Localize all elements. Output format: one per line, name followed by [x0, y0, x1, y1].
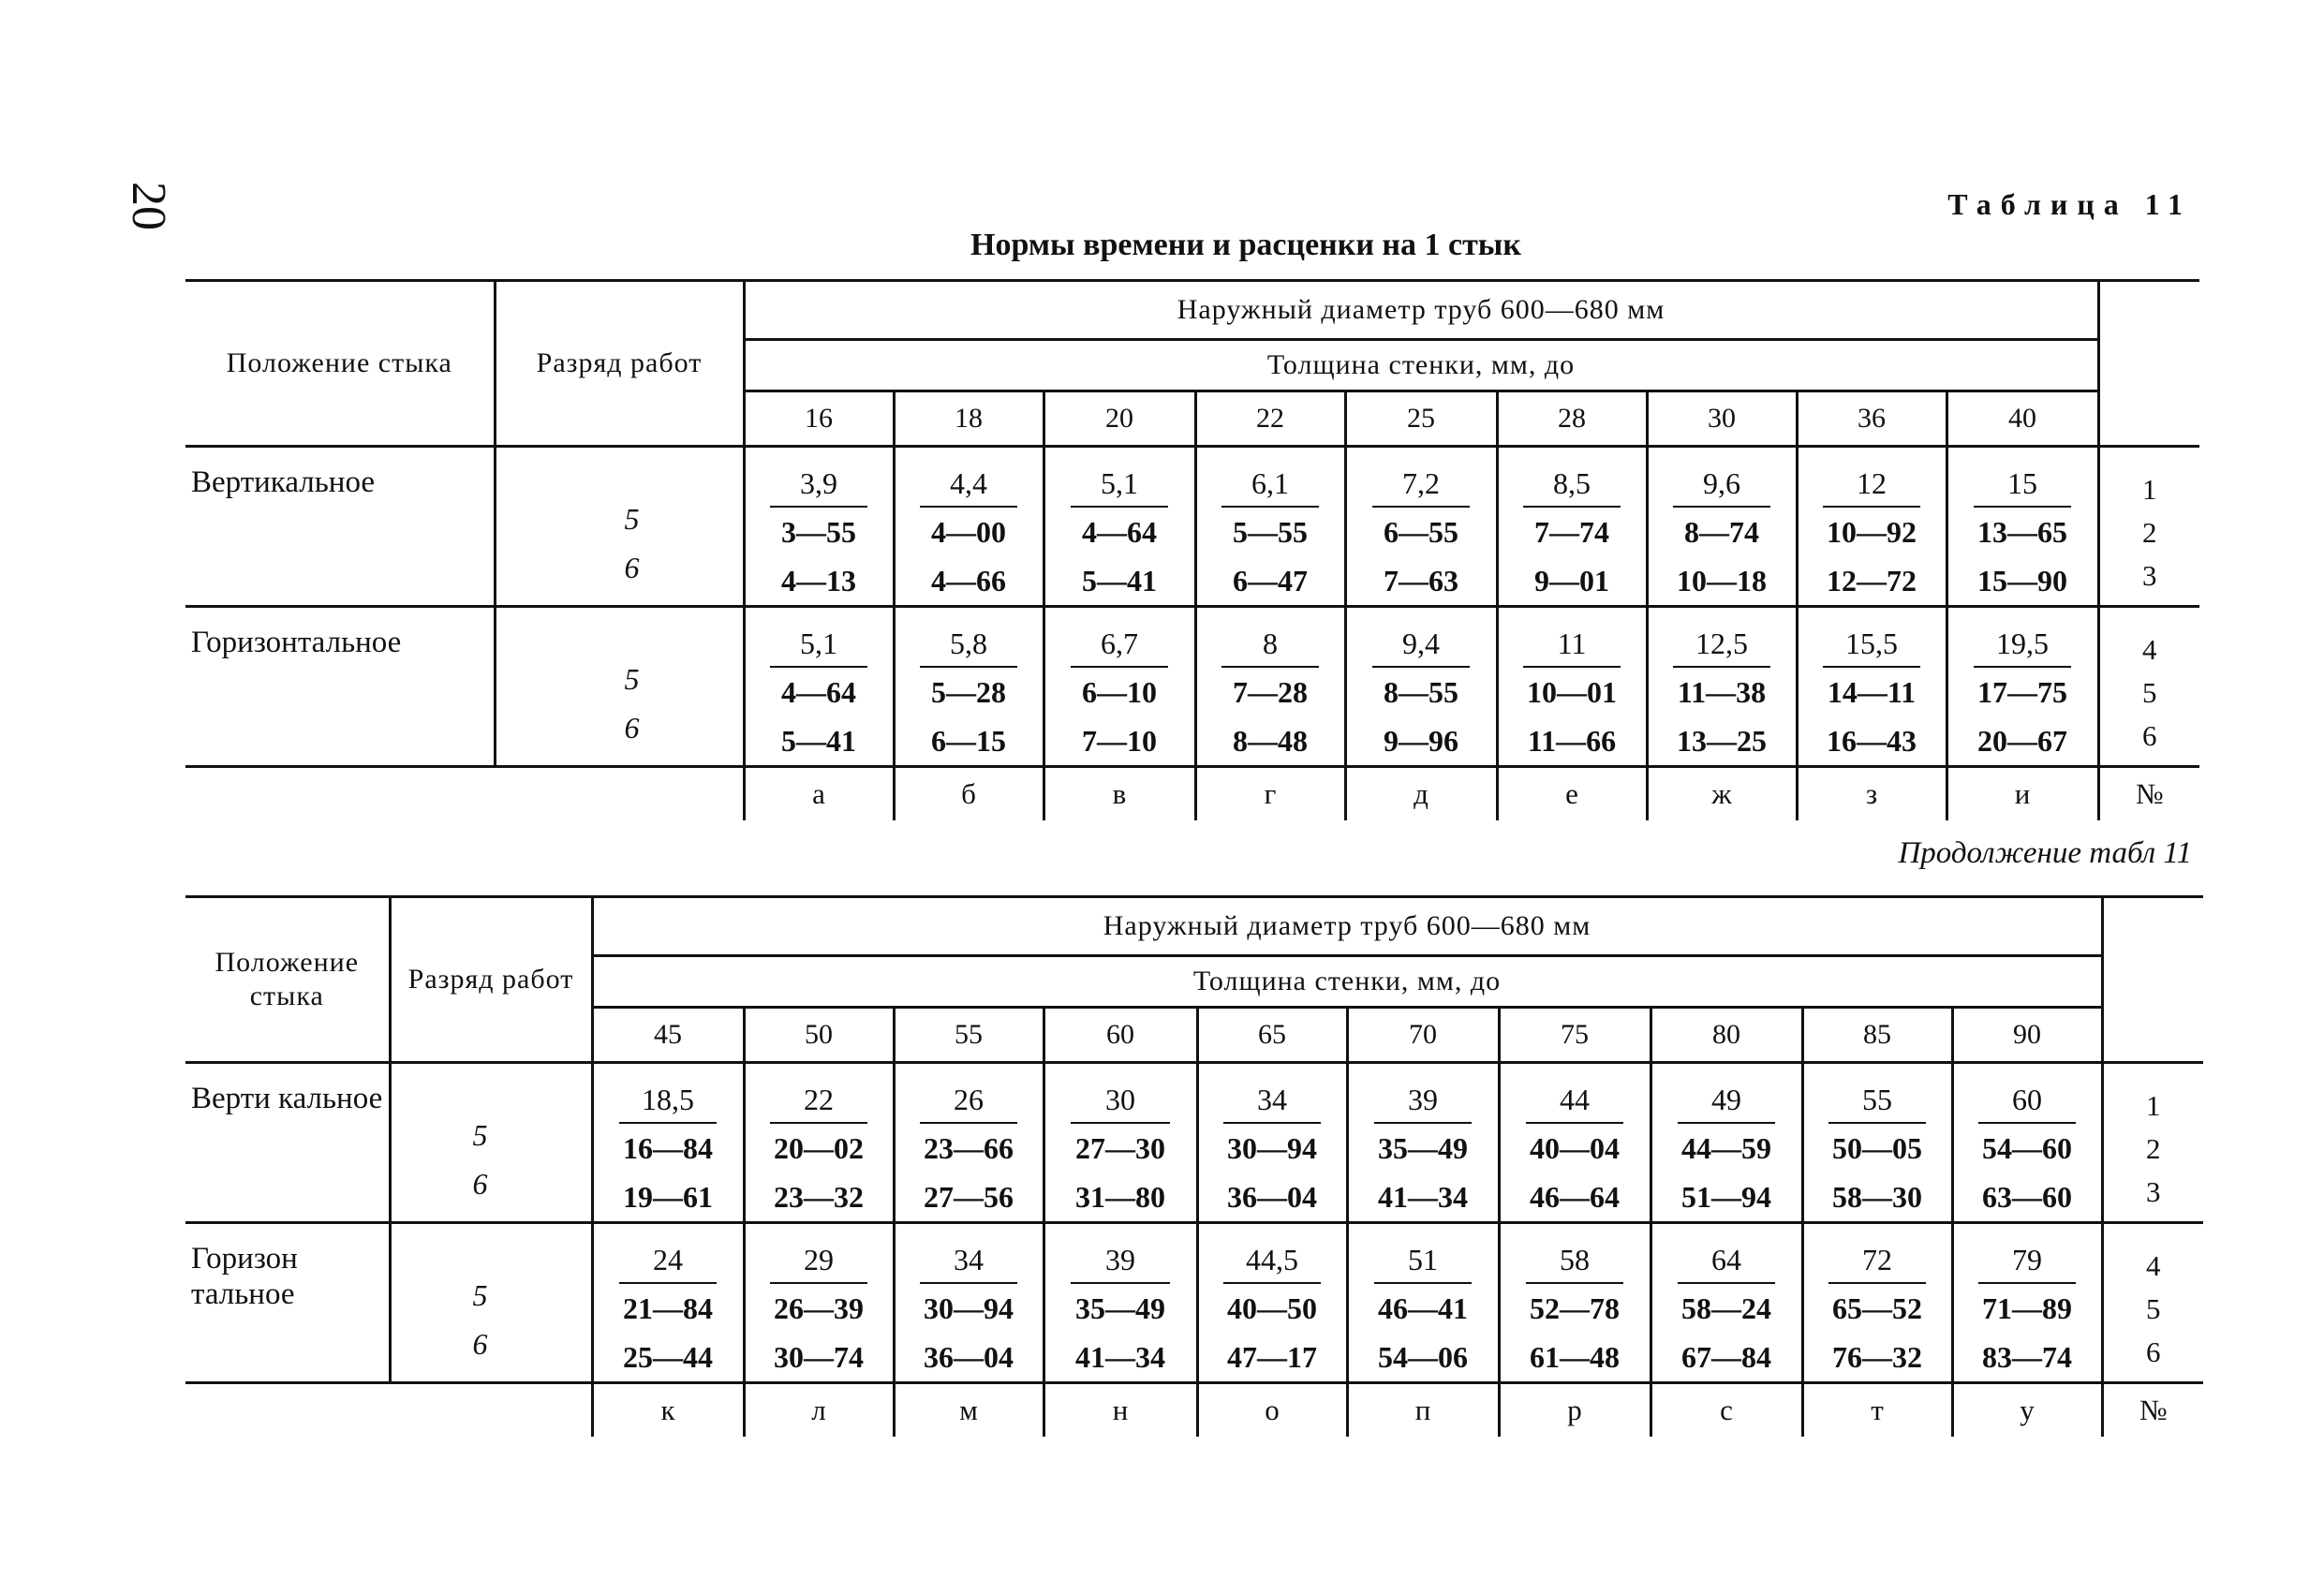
thickness-header-cell: 30	[1647, 391, 1797, 447]
norm-rate-cell	[1650, 1223, 1802, 1383]
table-title: Нормы времени и расценки на 1 стык	[970, 228, 1521, 262]
time-norm-value: 49	[1678, 1077, 1776, 1124]
column-letter: а	[744, 767, 894, 821]
norm-rate-cell	[592, 1223, 744, 1383]
row-number-header: №	[2102, 1383, 2203, 1438]
rate-grade-5-value: 6—55	[1384, 515, 1458, 549]
rate-grade-5-value: 26—39	[774, 1291, 864, 1325]
row-number: 3	[2146, 1175, 2161, 1208]
rate-grade-5-value: 71—89	[1982, 1291, 2072, 1325]
rate-grade-5-value: 4—64	[1082, 515, 1157, 549]
grade-value: 6	[624, 711, 640, 745]
rate-grade-5-value: 8—74	[1684, 515, 1759, 549]
rate-grade-5-value: 21—84	[623, 1291, 713, 1325]
thickness-header-cell: 65	[1197, 1008, 1347, 1063]
letters-spacer	[495, 767, 744, 821]
grade-header: Разряд работ	[390, 897, 592, 1063]
row-number-cell	[2102, 1223, 2203, 1383]
norm-rate-cell	[1497, 447, 1647, 607]
rate-grade-5-value: 17—75	[1977, 675, 2067, 709]
thickness-header-cell: 25	[1345, 391, 1497, 447]
rate-grade-6-value: 58—30	[1832, 1180, 1922, 1214]
rate-grade-5-value: 40—50	[1227, 1291, 1317, 1325]
norm-rate-cell	[1797, 447, 1947, 607]
norm-rate-cell	[744, 1063, 894, 1223]
rate-grade-6-value: 63—60	[1982, 1180, 2072, 1214]
row-number-cell	[2102, 1063, 2203, 1223]
rate-grade-5-value: 13—65	[1977, 515, 2067, 549]
time-norm-value: 39	[1374, 1077, 1473, 1124]
position-header: Положение стыка	[185, 281, 495, 447]
rate-grade-6-value: 19—61	[623, 1180, 713, 1214]
column-letter: г	[1195, 767, 1345, 821]
rate-grade-6-value: 20—67	[1977, 724, 2067, 758]
column-letter: р	[1499, 1383, 1650, 1438]
rate-grade-5-value: 30—94	[924, 1291, 1014, 1325]
norm-rate-cell	[894, 607, 1044, 767]
row-number: 1	[2142, 473, 2157, 506]
norm-rate-cell	[1499, 1063, 1650, 1223]
time-norm-value: 11	[1523, 621, 1621, 668]
rate-grade-5-value: 5—55	[1233, 515, 1308, 549]
rate-grade-5-value: 6—10	[1082, 675, 1157, 709]
rate-grade-6-value: 6—15	[931, 724, 1006, 758]
grade-value: 5	[624, 662, 640, 696]
rate-grade-6-value: 27—56	[924, 1180, 1014, 1214]
row-number-header-spacer	[2102, 897, 2203, 1063]
thickness-header-cell: 80	[1650, 1008, 1802, 1063]
column-letter: д	[1345, 767, 1497, 821]
rate-grade-6-value: 51—94	[1681, 1180, 1771, 1214]
time-norm-value: 8	[1221, 621, 1319, 668]
time-norm-value: 79	[1978, 1237, 2076, 1284]
rate-grade-5-value: 10—92	[1827, 515, 1917, 549]
rate-grade-6-value: 83—74	[1982, 1340, 2072, 1374]
norm-rate-cell	[1802, 1223, 1952, 1383]
position-cell: Вертикальное	[185, 447, 495, 607]
row-number: 5	[2146, 1292, 2161, 1325]
norm-rate-cell	[744, 607, 894, 767]
norm-rate-cell	[894, 1223, 1044, 1383]
row-number-cell	[2098, 607, 2199, 767]
continuation-label: Продолжение табл 11	[1898, 836, 2192, 870]
rate-grade-6-value: 61—48	[1530, 1340, 1620, 1374]
rate-grade-5-value: 14—11	[1827, 675, 1917, 709]
rate-grade-6-value: 7—63	[1384, 564, 1458, 597]
rate-grade-6-value: 47—17	[1227, 1340, 1317, 1374]
page-number: 20	[122, 182, 175, 230]
rate-grade-6-value: 46—64	[1530, 1180, 1620, 1214]
rate-grade-6-value: 10—18	[1677, 564, 1767, 597]
thickness-header-cell: 50	[744, 1008, 894, 1063]
rate-grade-6-value: 11—66	[1527, 724, 1617, 758]
column-letter: у	[1952, 1383, 2102, 1438]
rate-grade-6-value: 36—04	[924, 1340, 1014, 1374]
column-letter: м	[894, 1383, 1044, 1438]
thickness-header-cell: 60	[1044, 1008, 1197, 1063]
rate-grade-5-value: 4—00	[931, 515, 1006, 549]
norm-rate-cell	[1650, 1063, 1802, 1223]
time-norm-value: 5,1	[770, 621, 867, 668]
rate-grade-5-value: 4—64	[781, 675, 856, 709]
letters-spacer	[390, 1383, 592, 1438]
rate-grade-6-value: 9—01	[1534, 564, 1609, 597]
thickness-header-cell: 28	[1497, 391, 1647, 447]
thickness-header-cell: 18	[894, 391, 1044, 447]
norms-table-1	[185, 279, 2199, 820]
thickness-header-cell: 45	[592, 1008, 744, 1063]
norm-rate-cell	[1044, 607, 1195, 767]
time-norm-value: 29	[770, 1237, 867, 1284]
grade-value: 6	[624, 551, 640, 584]
row-number-header: №	[2098, 767, 2199, 821]
row-number: 1	[2146, 1089, 2161, 1122]
rate-grade-5-value: 65—52	[1832, 1291, 1922, 1325]
position-header: Положение стыка	[185, 897, 390, 1063]
time-norm-value: 26	[920, 1077, 1017, 1124]
rate-grade-6-value: 30—74	[774, 1340, 864, 1374]
rate-grade-5-value: 16—84	[623, 1131, 713, 1165]
time-norm-value: 5,1	[1071, 461, 1169, 508]
time-norm-value: 3,9	[770, 461, 867, 508]
grade-value: 6	[472, 1327, 488, 1361]
position-cell: Горизонтальное	[185, 607, 495, 767]
rate-grade-6-value: 41—34	[1378, 1180, 1468, 1214]
column-letter: и	[1947, 767, 2098, 821]
column-letter: л	[744, 1383, 894, 1438]
grade-value: 6	[472, 1167, 488, 1201]
norm-rate-cell	[1497, 607, 1647, 767]
thickness-header-cell: 75	[1499, 1008, 1650, 1063]
row-number-cell	[2098, 447, 2199, 607]
rate-grade-6-value: 12—72	[1827, 564, 1917, 597]
wall-thickness-header: Толщина стенки, мм, до	[744, 340, 2098, 391]
thickness-header-cell: 90	[1952, 1008, 2102, 1063]
column-letter: з	[1797, 767, 1947, 821]
norm-rate-cell	[1802, 1063, 1952, 1223]
norm-rate-cell	[1797, 607, 1947, 767]
rate-grade-5-value: 50—05	[1832, 1131, 1922, 1165]
thickness-header-cell: 55	[894, 1008, 1044, 1063]
norm-rate-cell	[1947, 607, 2098, 767]
norm-rate-cell	[1044, 1063, 1197, 1223]
rate-grade-5-value: 52—78	[1530, 1291, 1620, 1325]
norm-rate-cell	[894, 447, 1044, 607]
time-norm-value: 12	[1823, 461, 1920, 508]
rate-grade-5-value: 7—28	[1233, 675, 1308, 709]
rate-grade-6-value: 23—32	[774, 1180, 864, 1214]
rate-grade-6-value: 16—43	[1827, 724, 1917, 758]
norm-rate-cell	[1044, 1223, 1197, 1383]
time-norm-value: 9,4	[1372, 621, 1471, 668]
rate-grade-5-value: 5—28	[931, 675, 1006, 709]
row-number: 5	[2142, 676, 2157, 709]
time-norm-value: 44,5	[1223, 1237, 1321, 1284]
table-label: Таблица 11	[1947, 187, 2192, 221]
time-norm-value: 30	[1071, 1077, 1170, 1124]
thickness-header-cell: 22	[1195, 391, 1345, 447]
norm-rate-cell	[894, 1063, 1044, 1223]
rate-grade-6-value: 31—80	[1075, 1180, 1165, 1214]
column-letter: в	[1044, 767, 1195, 821]
column-letter: н	[1044, 1383, 1197, 1438]
rate-grade-5-value: 23—66	[924, 1131, 1014, 1165]
norm-rate-cell	[1947, 447, 2098, 607]
time-norm-value: 7,2	[1372, 461, 1471, 508]
norm-rate-cell	[592, 1063, 744, 1223]
time-norm-value: 24	[619, 1237, 718, 1284]
rate-grade-5-value: 35—49	[1378, 1131, 1468, 1165]
time-norm-value: 6,7	[1071, 621, 1169, 668]
rate-grade-6-value: 9—96	[1384, 724, 1458, 758]
column-letter: ж	[1647, 767, 1797, 821]
row-number: 3	[2142, 559, 2157, 592]
norm-rate-cell	[1952, 1063, 2102, 1223]
rate-grade-6-value: 54—06	[1378, 1340, 1468, 1374]
position-cell: Горизон тальное	[185, 1223, 390, 1383]
rate-grade-5-value: 44—59	[1681, 1131, 1771, 1165]
grade-cell	[495, 607, 744, 767]
rate-grade-5-value: 27—30	[1075, 1131, 1165, 1165]
time-norm-value: 9,6	[1673, 461, 1770, 508]
rate-grade-5-value: 11—38	[1677, 675, 1767, 709]
norm-rate-cell	[1044, 447, 1195, 607]
norm-rate-cell	[744, 447, 894, 607]
column-letter: т	[1802, 1383, 1952, 1438]
time-norm-value: 55	[1828, 1077, 1926, 1124]
rate-grade-5-value: 7—74	[1534, 515, 1609, 549]
thickness-header-cell: 16	[744, 391, 894, 447]
rate-grade-5-value: 40—04	[1530, 1131, 1620, 1165]
norm-rate-cell	[1195, 607, 1345, 767]
letters-spacer	[185, 1383, 390, 1438]
rate-grade-5-value: 46—41	[1378, 1291, 1468, 1325]
column-letter: е	[1497, 767, 1647, 821]
grade-value: 5	[472, 1118, 488, 1152]
norm-rate-cell	[1197, 1063, 1347, 1223]
rate-grade-5-value: 10—01	[1527, 675, 1617, 709]
rate-grade-5-value: 58—24	[1681, 1291, 1771, 1325]
time-norm-value: 58	[1526, 1237, 1624, 1284]
norm-rate-cell	[1347, 1063, 1499, 1223]
time-norm-value: 72	[1828, 1237, 1926, 1284]
grade-cell	[390, 1223, 592, 1383]
time-norm-value: 64	[1678, 1237, 1776, 1284]
time-norm-value: 6,1	[1221, 461, 1319, 508]
time-norm-value: 44	[1526, 1077, 1624, 1124]
time-norm-value: 5,8	[920, 621, 1017, 668]
time-norm-value: 4,4	[920, 461, 1017, 508]
time-norm-value: 15,5	[1823, 621, 1920, 668]
grade-cell	[390, 1063, 592, 1223]
row-number: 4	[2146, 1249, 2161, 1282]
rate-grade-6-value: 15—90	[1977, 564, 2067, 597]
norm-rate-cell	[1345, 447, 1497, 607]
row-number: 2	[2142, 516, 2157, 549]
time-norm-value: 15	[1974, 461, 2072, 508]
grade-value: 5	[472, 1278, 488, 1312]
thickness-header-cell: 85	[1802, 1008, 1952, 1063]
time-norm-value: 22	[770, 1077, 867, 1124]
thickness-header-cell: 70	[1347, 1008, 1499, 1063]
norms-table-2	[185, 895, 2203, 1437]
rate-grade-6-value: 7—10	[1082, 724, 1157, 758]
rate-grade-6-value: 76—32	[1832, 1340, 1922, 1374]
time-norm-value: 34	[920, 1237, 1017, 1284]
column-letter: о	[1197, 1383, 1347, 1438]
rate-grade-6-value: 4—13	[781, 564, 856, 597]
time-norm-value: 18,5	[619, 1077, 718, 1124]
norm-rate-cell	[1197, 1223, 1347, 1383]
time-norm-value: 51	[1374, 1237, 1473, 1284]
row-number: 6	[2142, 719, 2157, 752]
thickness-header-cell: 20	[1044, 391, 1195, 447]
norm-rate-cell	[1345, 607, 1497, 767]
row-number-header-spacer	[2098, 281, 2199, 447]
rate-grade-6-value: 25—44	[623, 1340, 713, 1374]
row-number: 2	[2146, 1132, 2161, 1165]
position-cell: Верти кальное	[185, 1063, 390, 1223]
rate-grade-6-value: 13—25	[1677, 724, 1767, 758]
thickness-header-cell: 36	[1797, 391, 1947, 447]
norm-rate-cell	[1952, 1223, 2102, 1383]
diameter-header: Наружный диаметр труб 600—680 мм	[592, 897, 2102, 956]
rate-grade-6-value: 5—41	[1082, 564, 1157, 597]
time-norm-value: 12,5	[1673, 621, 1770, 668]
column-letter: с	[1650, 1383, 1802, 1438]
norm-rate-cell	[1195, 447, 1345, 607]
rate-grade-6-value: 5—41	[781, 724, 856, 758]
grade-header: Разряд работ	[495, 281, 744, 447]
thickness-header-cell: 40	[1947, 391, 2098, 447]
norm-rate-cell	[744, 1223, 894, 1383]
rate-grade-5-value: 54—60	[1982, 1131, 2072, 1165]
rate-grade-6-value: 67—84	[1681, 1340, 1771, 1374]
rate-grade-5-value: 8—55	[1384, 675, 1458, 709]
rate-grade-6-value: 41—34	[1075, 1340, 1165, 1374]
norm-rate-cell	[1647, 607, 1797, 767]
rate-grade-6-value: 8—48	[1233, 724, 1308, 758]
time-norm-value: 39	[1071, 1237, 1170, 1284]
rate-grade-5-value: 3—55	[781, 515, 856, 549]
rate-grade-5-value: 35—49	[1075, 1291, 1165, 1325]
grade-value: 5	[624, 502, 640, 536]
grade-cell	[495, 447, 744, 607]
column-letter: п	[1347, 1383, 1499, 1438]
letters-spacer	[185, 767, 495, 821]
wall-thickness-header: Толщина стенки, мм, до	[592, 956, 2102, 1008]
rate-grade-6-value: 36—04	[1227, 1180, 1317, 1214]
column-letter: б	[894, 767, 1044, 821]
rate-grade-5-value: 30—94	[1227, 1131, 1317, 1165]
time-norm-value: 60	[1978, 1077, 2076, 1124]
row-number: 6	[2146, 1335, 2161, 1368]
rate-grade-6-value: 4—66	[931, 564, 1006, 597]
rate-grade-5-value: 20—02	[774, 1131, 864, 1165]
diameter-header: Наружный диаметр труб 600—680 мм	[744, 281, 2098, 340]
norm-rate-cell	[1499, 1223, 1650, 1383]
time-norm-value: 34	[1223, 1077, 1321, 1124]
norm-rate-cell	[1347, 1223, 1499, 1383]
time-norm-value: 8,5	[1523, 461, 1621, 508]
rate-grade-6-value: 6—47	[1233, 564, 1308, 597]
column-letter: к	[592, 1383, 744, 1438]
time-norm-value: 19,5	[1974, 621, 2072, 668]
norm-rate-cell	[1647, 447, 1797, 607]
row-number: 4	[2142, 633, 2157, 666]
